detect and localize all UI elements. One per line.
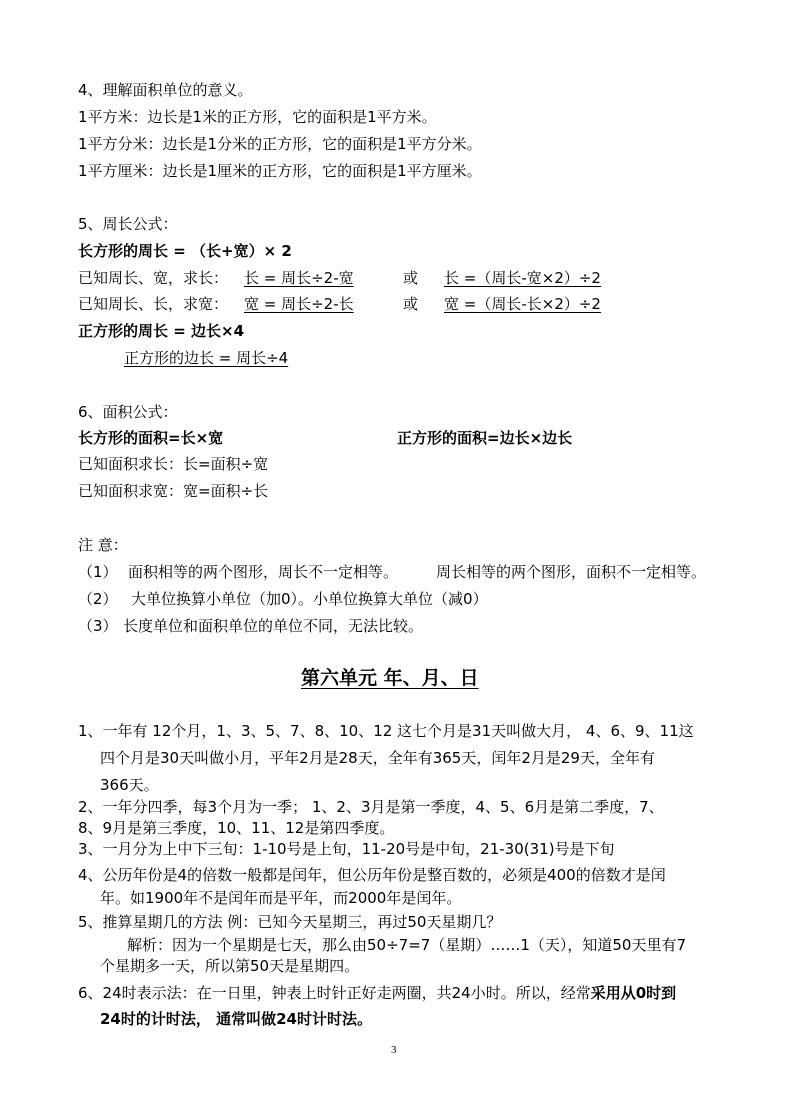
perimeter-row-2-or: 或 bbox=[403, 295, 419, 313]
unit6-p3: 3、一月分为上中下三旬：1-10号是上旬，11-20号是中旬，21-30(31)号是下旬 bbox=[78, 840, 615, 858]
rectangle-perimeter-formula: 长方形的周长 = （长+宽）× 2 bbox=[78, 242, 292, 260]
note-3-text: 长度单位和面积单位的单位不同，无法比较。 bbox=[123, 617, 424, 635]
area-find-length: 已知面积求长：长=面积÷宽 bbox=[78, 455, 269, 473]
section-4-heading: 4、理解面积单位的意义。 bbox=[78, 81, 253, 99]
perimeter-row-1-formula-b: 长 =（周长-宽×2）÷2 bbox=[444, 269, 601, 287]
notes-heading: 注 意： bbox=[78, 536, 128, 554]
note-1-number: （1） bbox=[78, 563, 118, 581]
unit6-p5-line-1: 5、推算星期几的方法 例：已知今天星期三，再过50天星期几？ bbox=[78, 913, 502, 931]
perimeter-row-2-formula-a: 宽 = 周长÷2-长 bbox=[244, 295, 354, 313]
unit6-p4-line-1: 4、公历年份是4的倍数一般都是闰年，但公历年份是整百数的，必须是400的倍数才是闰 bbox=[78, 866, 666, 884]
rectangle-area-formula: 长方形的面积=长×宽 bbox=[78, 429, 224, 447]
note-1-part-b: 周长相等的两个图形，面积不一定相等。 bbox=[436, 563, 707, 581]
perimeter-row-1-label: 已知周长、宽，求长： bbox=[78, 269, 229, 287]
section-5-heading: 5、周长公式： bbox=[78, 215, 178, 233]
note-2-number: （2） bbox=[78, 590, 118, 608]
perimeter-row-2-label: 已知周长、长，求宽： bbox=[78, 295, 229, 313]
section-4-line-1: 1平方米：边长是1米的正方形，它的面积是1平方米。 bbox=[78, 108, 437, 126]
square-side-formula: 正方形的边长 = 周长÷4 bbox=[124, 349, 289, 367]
area-find-width: 已知面积求宽：宽=面积÷长 bbox=[78, 482, 269, 500]
perimeter-row-1-or: 或 bbox=[403, 269, 419, 287]
unit6-p1-line-3: 366天。 bbox=[100, 776, 159, 794]
note-2-text: 大单位换算小单位（加0）。小单位换算大单位（减0） bbox=[131, 590, 488, 608]
unit6-p1-line-1: 1、一年有 12个月，1、3、5、7、8、10、12 这七个月是31天叫做大月， 4、6、9、11这 bbox=[78, 722, 694, 740]
section-4-line-2: 1平方分米：边长是1分米的正方形，它的面积是1平方分米。 bbox=[78, 135, 482, 153]
unit6-p6-line-1-bold: 采用从0时到 bbox=[590, 984, 677, 1002]
unit6-p6-line-1 bbox=[78, 983, 676, 1003]
section-4-line-3: 1平方厘米：边长是1厘米的正方形，它的面积是1平方厘米。 bbox=[78, 162, 482, 180]
perimeter-row-2-formula-b: 宽 =（周长-长×2）÷2 bbox=[444, 295, 601, 313]
page-number: 3 bbox=[391, 1044, 397, 1056]
note-3-number: （3） bbox=[78, 617, 118, 635]
square-perimeter-formula: 正方形的周长 = 边长×4 bbox=[78, 322, 245, 340]
unit6-p4-line-2: 年。如1900年不是闰年而是平年，而2000年是闰年。 bbox=[100, 889, 462, 907]
unit6-p2-line-1: 2、一年分四季，每3个月为一季； 1、2、3月是第一季度，4、5、6月是第二季度，7、 bbox=[78, 798, 664, 816]
perimeter-row-1-formula-a: 长 = 周长÷2-宽 bbox=[244, 269, 354, 287]
unit6-p1-line-2: 四个月是30天叫做小月，平年2月是28天，全年有365天，闰年2月是29天，全年有 bbox=[100, 749, 655, 767]
unit6-p5-line-2: 解析：因为一个星期是七天，那么由50÷7=7（星期）……1（天），知道50天里有7 bbox=[127, 936, 686, 954]
unit-6-title: 第六单元 年、月、日 bbox=[301, 667, 479, 689]
unit6-p5-line-3: 个星期多一天，所以第50天是星期四。 bbox=[100, 957, 360, 975]
unit6-p2-line-2: 8、9月是第三季度，10、11、12是第四季度。 bbox=[78, 819, 395, 837]
unit6-p6-line-2: 24时的计时法， 通常叫做24时计时法。 bbox=[100, 1010, 372, 1028]
section-6-heading: 6、面积公式： bbox=[78, 403, 178, 421]
square-area-formula: 正方形的面积=边长×边长 bbox=[397, 429, 573, 447]
unit6-p6-line-1-plain: 6、24时表示法：在一日里，钟表上时针正好走两圈，共24小时。所以，经常 bbox=[78, 984, 591, 1002]
note-1-part-a: 面积相等的两个图形，周长不一定相等。 bbox=[128, 563, 399, 581]
